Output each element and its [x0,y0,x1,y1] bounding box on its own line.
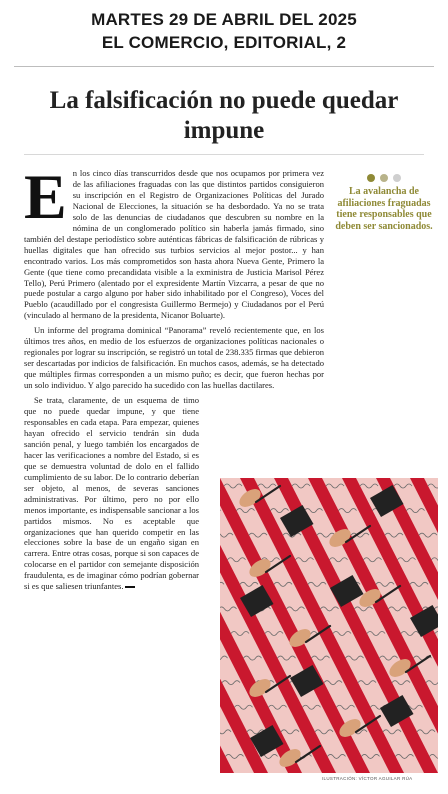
dot-1 [367,174,375,182]
paragraph-3: Se trata, claramente, de un esquema de timo que no puede quedar impune, y que tiene responsables en cada etapa. Para empezar, quienes hayan ofrecido el servicio tendrán sin duda sanción penal, y luego también los encargados de hacer las verificaciones a nombre del Estado, si es que se demuestra voluntad de dolo en el fallido cumplimiento de su labor. De lo contrario deberían ser objeto, al menos, de severas sanciones administrativas. Por último, pero no por ello menos importante, es indispensable sancionar a los partidos mismos. No es aceptable que organizaciones que han querido competir en las elecciones sobre la base de un engaño sigan en carrera. Entre otras cosas, porque si son capaces de colocarse en el partidor con semejante disposición fraudulenta, es de imaginar cómo podrían gobernar si es que saliesen triunfantes. [24,395,199,592]
paragraph-2: Un informe del programa dominical “Panorama” reveló recientemente que, en los últimos tres años, en medio de los esfuerzos de organizaciones políticas nacionales o regionales por lograr su inscripción, se registró un total de 238.335 firmas que debieron ser descartadas por indicios de falsificación. En muchos casos, además, se ha detectado que múltiples firmas corresponden a un mismo puño; es decir, que fueron hechas por un solo individuo. Y algo parecido ha sucedido con las huellas dactilares. [24,325,324,391]
end-mark [125,586,135,588]
dot-2 [380,174,388,182]
masthead-header [0,8,448,54]
pull-quote-dots [334,174,434,182]
date-line: MARTES 29 DE ABRIL DEL 2025 [91,10,357,29]
illustration-credit: ILUSTRACIÓN: VÍCTOR AGUILAR RÚA [322,776,413,781]
drop-cap: E [24,161,67,232]
pull-quote-text: La avalancha de afiliaciones fraguadas tiene responsables que deben ser sancionados. [335,186,433,232]
editorial-illustration [220,478,438,773]
header-divider [14,66,434,67]
dot-3 [393,174,401,182]
article-headline: La falsificación no puede quedar impune [49,87,399,144]
section-line: EL COMERCIO, EDITORIAL, 2 [101,33,347,52]
headline-divider [24,154,424,155]
pull-quote-box [334,174,434,232]
paragraph-1: n los cinco días transcurridos desde que nos ocupamos por primera vez de las afiliaciones fraguadas con las que distintos partidos consiguieron su inscripción en el Registro de Organizaciones Políticas del Jurado Nacional de Elecciones, la situación se ha desbordado. Ya no se trata solo de las denuncias de ciudadanos que descubren su nombre en la nómina de un conglomerado político sin haberla jamás firmado, sino también del destape periodístico sobre auténticas fábricas de falsificación de rúbricas y huellas digitales que han ofrecido sus turbios servicios al mejor postor... y han encontrado varios. Los más comprometidos son hasta ahora Nueva Gente, Primero la Gente (que tiene como precandidata visible a la exministra de Justicia Marisol Pérez Tello), Perú Primero (alentado por el expresidente Martín Vizcarra, a pesar de que no puede postular a cargo alguno por haber sido inhabilitado por el Congreso), Voces del Pueblo (acaudillado por el congresista Guillermo Bermejo) y Ciudadanos por el Perú (vinculado al hermano de la presidenta, Nicanor Boluarte). [24,168,324,321]
forged-signatures-illustration [220,478,438,773]
